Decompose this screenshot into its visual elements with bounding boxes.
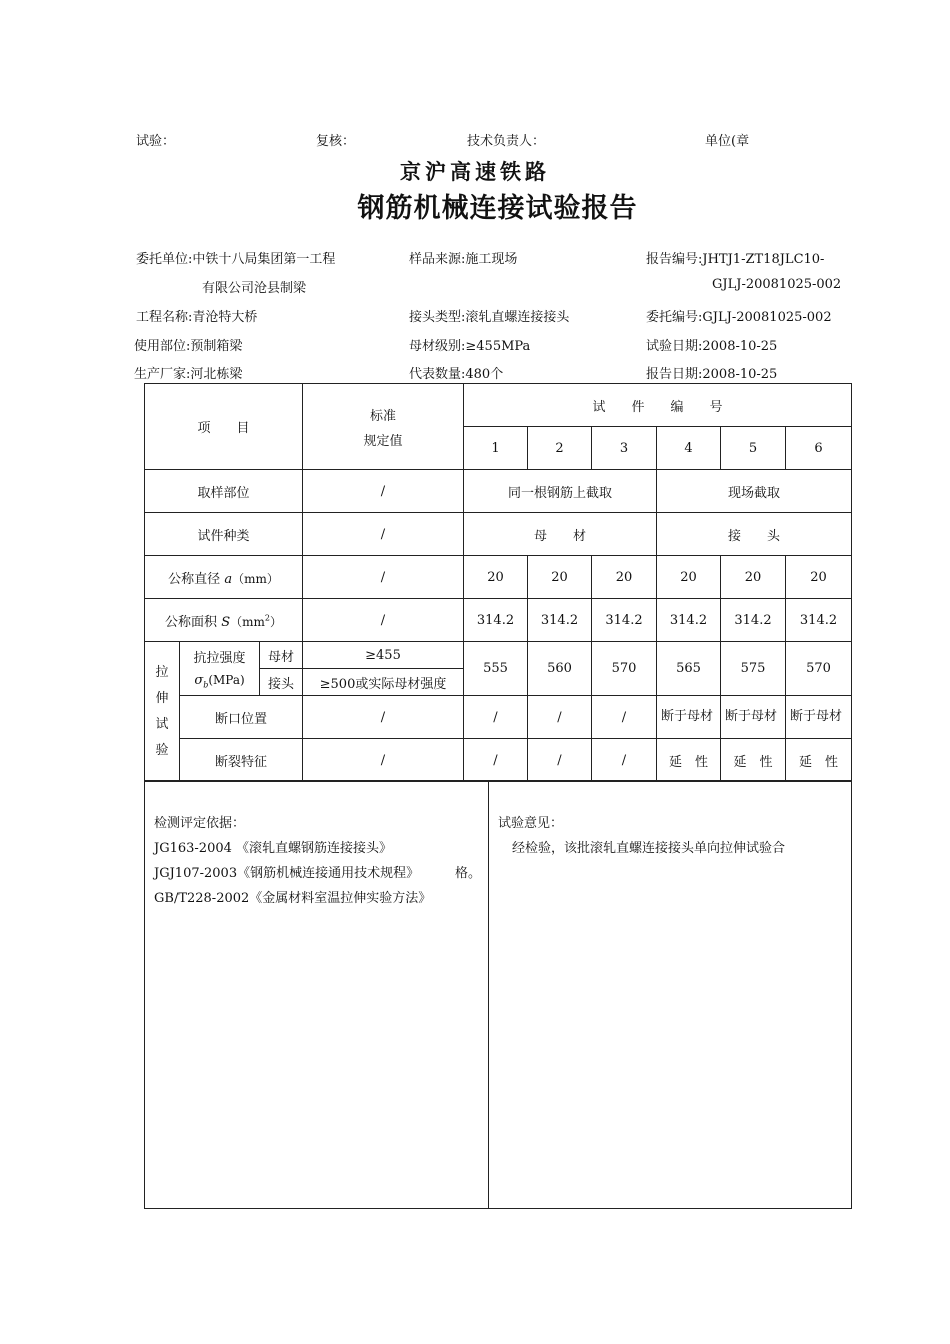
info-joint-type: 接头类型:滚轧直螺连接接头 [409, 310, 570, 325]
info-commission-no: 委托编号:GJLJ-20081025-002 [646, 310, 832, 325]
break-position-value: / [592, 696, 657, 739]
area-value: 314.2 [721, 599, 786, 642]
item-header: 项 目 [145, 384, 303, 470]
info-client: 委托单位:中铁十八局集团第一工程 [136, 252, 336, 267]
kind-std: / [303, 513, 464, 556]
break-position-value: 断于母材 [721, 696, 786, 739]
strength-value: 565 [657, 642, 721, 696]
standard-header-line1: 标准 [369, 408, 396, 424]
strength-value: 570 [786, 642, 852, 696]
basis-line: JG163-2004 《滚轧直螺钢筋连接接头》 [154, 841, 393, 856]
info-quantity: 代表数量:480个 [409, 367, 504, 382]
specimen-number: 2 [528, 427, 592, 470]
diameter-label: 公称直径 a（mm） [145, 556, 303, 599]
specimen-number: 3 [592, 427, 657, 470]
specimen-header: 试 件 编 号 [464, 384, 852, 427]
area-value: 314.2 [528, 599, 592, 642]
opinion-heading: 试验意见： [498, 816, 564, 831]
specimen-number: 5 [721, 427, 786, 470]
test-opinion [489, 781, 852, 1209]
fracture-value: / [592, 739, 657, 782]
break-position-std: / [303, 696, 464, 739]
diameter-value: 20 [786, 556, 852, 599]
standard-header-line2: 规定值 [363, 433, 403, 449]
break-position-value: 断于母材 [657, 696, 721, 739]
diameter-value: 20 [657, 556, 721, 599]
kind-joint: 接 头 [657, 513, 852, 556]
signature-test: 试验： [136, 134, 176, 149]
area-value: 314.2 [657, 599, 721, 642]
info-manufacturer: 生产厂家:河北栋梁 [134, 367, 243, 382]
info-client-cont: 有限公司沧县制梁 [202, 281, 307, 296]
specimen-number: 1 [464, 427, 528, 470]
specimen-number: 6 [786, 427, 852, 470]
break-position-value: / [464, 696, 528, 739]
info-use-part: 使用部位:预制箱梁 [134, 339, 243, 354]
basis-heading: 检测评定依据： [154, 816, 246, 831]
basis-line: GB/T228-2002《金属材料室温拉伸实验方法》 [154, 891, 432, 906]
kind-base: 母 材 [464, 513, 657, 556]
diameter-value: 20 [528, 556, 592, 599]
info-report-no: 报告编号:JHTJ1-ZT18JLC10- [646, 252, 825, 267]
break-position-value: / [528, 696, 592, 739]
basis-line-row [154, 861, 488, 886]
conclusion-table [144, 780, 852, 1209]
info-report-date: 报告日期:2008-10-25 [646, 367, 778, 382]
info-report-no-cont: GJLJ-20081025-002 [712, 277, 842, 292]
info-project: 工程名称:青沧特大桥 [136, 310, 258, 325]
strength-value: 575 [721, 642, 786, 696]
sampling-label: 取样部位 [145, 470, 303, 513]
kind-label: 试件种类 [145, 513, 303, 556]
area-value: 314.2 [464, 599, 528, 642]
signature-tech-lead: 技术负责人： [467, 134, 546, 149]
sampling-base: 同一根钢筋上截取 [464, 470, 657, 513]
strength-value: 560 [528, 642, 592, 696]
break-position-label: 断口位置 [180, 696, 303, 739]
break-position-value: 断于母材 [786, 696, 852, 739]
area-std: / [303, 599, 464, 642]
fracture-std: / [303, 739, 464, 782]
base-std: ≥455 [303, 642, 464, 669]
basis-line: JGJ107-2003《钢筋机械连接通用技术规程》 [154, 866, 420, 881]
opinion-tail: 格。 [455, 866, 482, 881]
sampling-joint: 现场截取 [657, 470, 852, 513]
fracture-label: 断裂特征 [180, 739, 303, 782]
tensile-test-label: 拉 伸 试 验 [145, 642, 180, 782]
info-sample-source: 样品来源:施工现场 [409, 252, 518, 267]
signature-review: 复核： [316, 134, 356, 149]
sampling-std: / [303, 470, 464, 513]
opinion-text: 经检验，该批滚轧直螺连接接头单向拉伸试验合 [512, 841, 786, 856]
signature-unit: 单位(章 [705, 134, 750, 149]
info-test-date: 试验日期:2008-10-25 [646, 339, 778, 354]
area-label: 公称面积 $S(mm^2)$ [145, 599, 303, 642]
diameter-std: / [303, 556, 464, 599]
results-table [144, 383, 852, 782]
joint-label: 接头 [260, 669, 303, 696]
diameter-value: 20 [721, 556, 786, 599]
area-value: 314.2 [592, 599, 657, 642]
fracture-value: / [464, 739, 528, 782]
fracture-value: / [528, 739, 592, 782]
strength-label: 抗拉强度 $\sigma_b(MPa)$ [180, 642, 260, 696]
diameter-value: 20 [464, 556, 528, 599]
diameter-value: 20 [592, 556, 657, 599]
info-base-grade: 母材级别:≥455MPa [409, 339, 531, 354]
specimen-number: 4 [657, 427, 721, 470]
fracture-value: 延 性 [657, 739, 721, 782]
standard-header [303, 384, 464, 470]
joint-std: ≥500或实际母材强度 [303, 669, 464, 696]
fracture-value: 延 性 [786, 739, 852, 782]
strength-value: 570 [592, 642, 657, 696]
evaluation-basis [145, 781, 489, 1209]
report-title-line1: 京沪高速铁路 [400, 159, 550, 184]
report-title-line2: 钢筋机械连接试验报告 [357, 193, 638, 224]
base-label: 母材 [260, 642, 303, 669]
strength-value: 555 [464, 642, 528, 696]
fracture-value: 延 性 [721, 739, 786, 782]
area-value: 314.2 [786, 599, 852, 642]
